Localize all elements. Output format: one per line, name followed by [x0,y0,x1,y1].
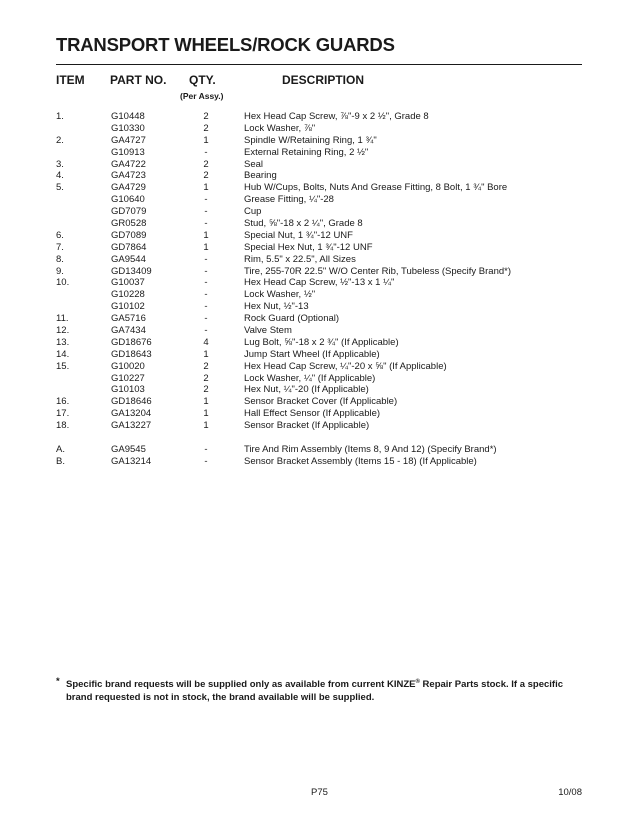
part-number-cell: GR0528 [111,218,147,230]
header-qty: QTY. [189,73,216,87]
part-number-cell: GA4727 [111,134,146,146]
qty-cell: - [204,277,208,289]
table-row [0,373,638,385]
item-cell: 15. [56,360,70,372]
table-row [0,408,638,420]
table-row [0,218,638,230]
description-cell: Sensor Bracket (If Applicable) [244,420,370,432]
footnote-text [66,676,586,704]
part-number-cell: GA9545 [111,443,146,455]
description-cell: Hall Effect Sensor (If Applicable) [244,408,381,420]
part-number-cell: G10020 [111,360,145,372]
table-row [0,325,638,337]
part-number-cell: GA4722 [111,158,146,170]
description-cell: Seal [244,158,264,170]
description-cell: Tire And Rim Assembly (Items 8, 9 And 12) (Specify Brand*) [244,443,497,455]
table-row [0,230,638,242]
table-row [0,301,638,313]
part-number-cell: G10330 [111,122,145,134]
item-cell: B. [56,455,65,467]
part-number-cell: GA4729 [111,182,146,194]
item-cell: 6. [56,229,64,241]
page-title: TRANSPORT WHEELS/ROCK GUARDS [56,34,395,55]
part-number-cell: GA13214 [111,455,152,467]
qty-cell: 1 [203,348,209,360]
description-cell: Lock Washer, ½" [244,289,316,301]
part-number-cell: GA13227 [111,420,152,432]
header-item: ITEM [56,73,85,87]
part-number-cell: G10913 [111,146,145,158]
item-cell: 2. [56,134,64,146]
description-cell: External Retaining Ring, 2 ½" [244,146,369,158]
item-cell: 9. [56,265,64,277]
part-number-cell: G10640 [111,194,145,206]
part-number-cell: G10103 [111,384,145,396]
table-row [0,337,638,349]
item-cell: 17. [56,408,70,420]
qty-cell: 2 [203,384,209,396]
table-row [0,111,638,123]
description-cell: Hub W/Cups, Bolts, Nuts And Grease Fitting, 8 Bolt, 1 ¾" Bore [244,182,508,194]
parts-table [0,111,638,468]
description-cell: Hex Head Cap Screw, ½"-13 x 1 ¼" [244,277,395,289]
description-cell: Valve Stem [244,325,292,337]
page-number: P75 [311,787,328,798]
item-cell: 12. [56,325,70,337]
part-number-cell: G10448 [111,111,145,122]
qty-cell: 1 [203,134,209,146]
part-number-cell: GD18646 [111,396,152,408]
item-cell: 13. [56,336,70,348]
qty-cell: - [204,206,208,218]
description-cell: Grease Fitting, ¼"-28 [244,194,334,206]
registered-mark: ® [415,679,420,685]
table-row [0,123,638,135]
table-row [0,159,638,171]
table-row [0,135,638,147]
description-cell: Hex Head Cap Screw, ¼"-20 x ⅝" (If Applicable) [244,360,447,372]
qty-cell: - [204,301,208,313]
item-cell: A. [56,443,65,455]
qty-cell: - [204,253,208,265]
description-cell: Lug Bolt, ⅝"-18 x 2 ¾" (If Applicable) [244,336,399,348]
qty-cell: 1 [203,229,209,241]
table-row [0,289,638,301]
qty-cell: 2 [203,170,209,182]
part-number-cell: G10037 [111,277,145,289]
table-row [0,206,638,218]
part-number-cell: GD7864 [111,241,147,253]
qty-cell: - [204,325,208,337]
description-cell: Hex Nut, ¼"-20 (If Applicable) [244,384,369,396]
table-row [0,313,638,325]
part-number-cell: GA9544 [111,253,146,265]
item-cell: 7. [56,241,64,253]
table-row [0,456,638,468]
qty-cell: 2 [203,372,209,384]
part-number-cell: G10227 [111,372,145,384]
description-cell: Cup [244,206,262,218]
qty-cell: 2 [203,122,209,134]
item-cell: 18. [56,420,70,432]
row-spacer [0,432,638,444]
description-cell: Stud, ⅝"-18 x 2 ¼", Grade 8 [244,218,363,230]
description-cell: Hex Nut, ½"-13 [244,301,309,313]
part-number-cell: GD7089 [111,229,147,241]
item-cell: 3. [56,158,64,170]
description-cell: Bearing [244,170,277,182]
part-number-cell: GD18643 [111,348,152,360]
title-rule [56,64,582,65]
qty-cell: 2 [203,111,209,122]
description-cell: Sensor Bracket Assembly (Items 15 - 18) (If Applicable) [244,455,477,467]
part-number-cell: GA4723 [111,170,146,182]
description-cell: Sensor Bracket Cover (If Applicable) [244,396,398,408]
part-number-cell: G10102 [111,301,145,313]
qty-cell: - [204,443,208,455]
table-row [0,170,638,182]
description-cell: Special Hex Nut, 1 ¾"-12 UNF [244,241,373,253]
qty-cell: 1 [203,182,209,194]
part-number-cell: GA7434 [111,325,146,337]
table-row [0,194,638,206]
table-row [0,420,638,432]
qty-cell: - [204,313,208,325]
description-cell: Lock Washer, ⅞" [244,122,316,134]
description-cell: Rock Guard (Optional) [244,313,340,325]
part-number-cell: GA5716 [111,313,146,325]
qty-cell: 2 [203,158,209,170]
table-row [0,277,638,289]
header-qty-sub: (Per Assy.) [180,91,224,101]
qty-cell: - [204,194,208,206]
description-cell: Rim, 5.5" x 22.5", All Sizes [244,253,356,265]
part-number-cell: GD7079 [111,206,147,218]
item-cell: 11. [56,313,69,325]
qty-cell: - [204,146,208,158]
item-cell: 14. [56,348,70,360]
table-row [0,266,638,278]
table-row [0,242,638,254]
qty-cell: 1 [203,420,209,432]
qty-cell: - [204,289,208,301]
header-part-no: PART NO. [110,73,167,87]
qty-cell: 1 [203,408,209,420]
description-cell: Special Nut, 1 ¾"-12 UNF [244,229,353,241]
part-number-cell: G10228 [111,289,145,301]
table-row [0,254,638,266]
description-cell: Spindle W/Retaining Ring, 1 ¾" [244,134,377,146]
table-row [0,444,638,456]
qty-cell: - [204,218,208,230]
table-row [0,396,638,408]
page-date: 10/08 [558,787,582,798]
qty-cell: - [204,265,208,277]
qty-cell: - [204,455,208,467]
table-row [0,361,638,373]
item-cell: 10. [56,277,70,289]
item-cell: 1. [56,111,64,122]
description-cell: Lock Washer, ¼" (If Applicable) [244,372,376,384]
description-cell: Jump Start Wheel (If Applicable) [244,348,380,360]
item-cell: 16. [56,396,70,408]
qty-cell: 1 [203,241,209,253]
table-row [0,349,638,361]
footnote-star: * [56,676,60,687]
description-cell: Hex Head Cap Screw, ⅞"-9 x 2 ½", Grade 8 [244,111,429,122]
item-cell: 4. [56,170,64,182]
footnote [56,676,586,704]
item-cell: 5. [56,182,64,194]
qty-cell: 1 [203,396,209,408]
part-number-cell: GD18676 [111,336,152,348]
table-row [0,182,638,194]
item-cell: 8. [56,253,64,265]
footnote-text-before: Specific brand requests will be supplied only as available from current KINZE [66,679,416,691]
table-row [0,384,638,396]
footnote-text-after: Repair Parts stock. If a specific brand requested is not in stock, the brand available will be supplied. [66,679,563,703]
header-description: DESCRIPTION [282,73,365,87]
qty-cell: 2 [203,360,209,372]
description-cell: Tire, 255-70R 22.5" W/O Center Rib, Tubeless (Specify Brand*) [244,265,512,277]
part-number-cell: GD13409 [111,265,152,277]
table-row [0,147,638,159]
qty-cell: 4 [203,336,209,348]
part-number-cell: GA13204 [111,408,152,420]
